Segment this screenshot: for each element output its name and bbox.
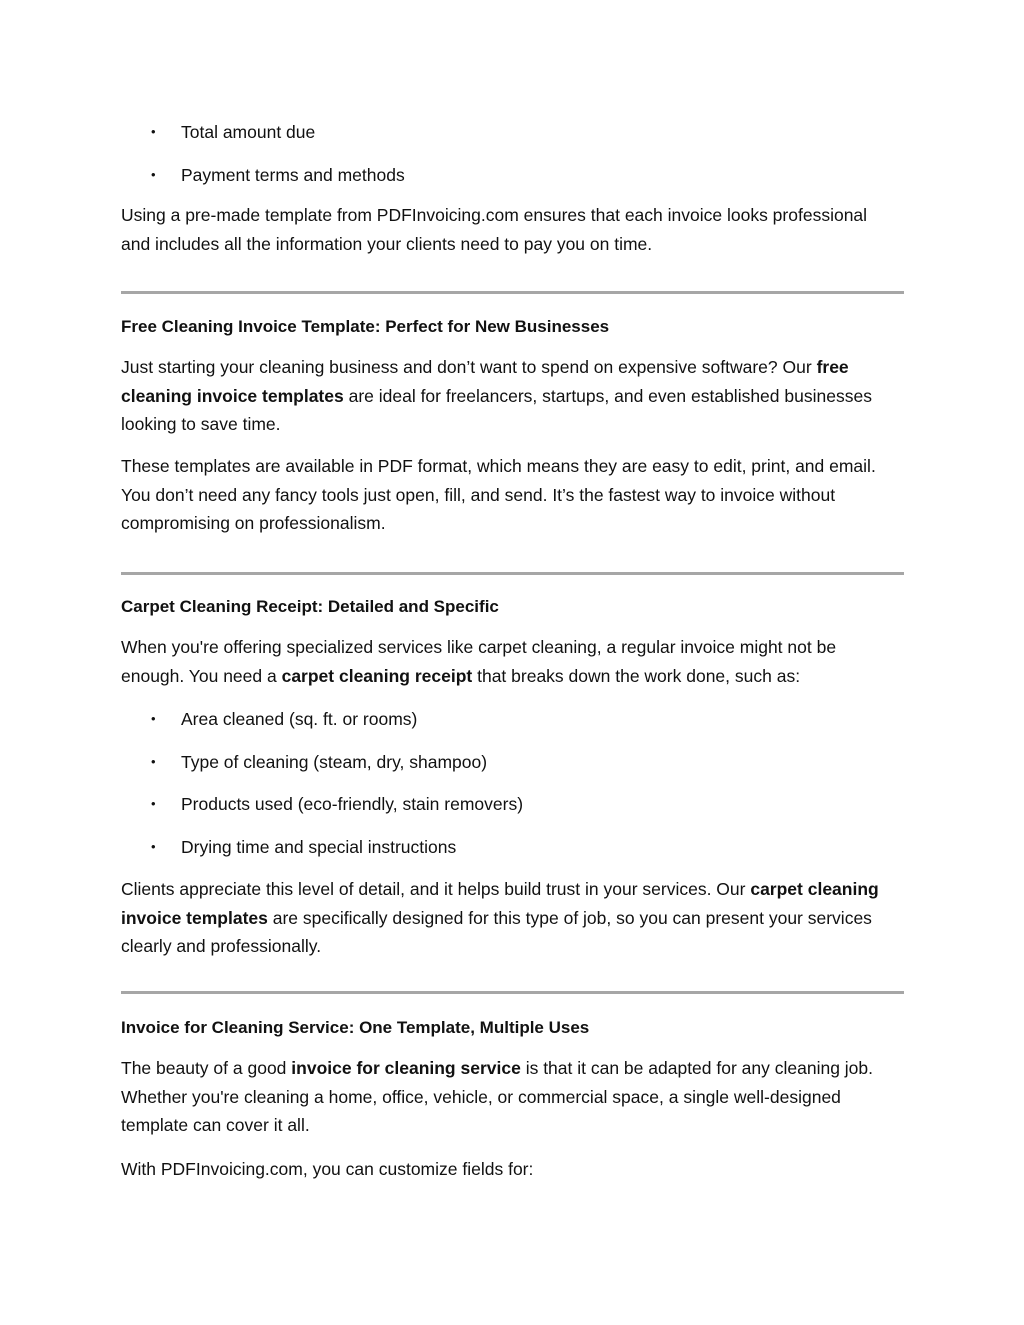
section1-paragraph-1: Just starting your cleaning business and don’t want to spend on expensive software? Our free cleaning invoice templates are ideal for freelancers, startups, and even established businesses looking to save time. [121, 357, 872, 434]
list-item: • Drying time and special instructions [121, 833, 904, 862]
section-heading: Invoice for Cleaning Service: One Template, Multiple Uses [121, 1018, 590, 1037]
divider [121, 572, 904, 575]
list-item: • Payment terms and methods [121, 161, 904, 190]
bullet-icon: • [151, 124, 156, 139]
section2-paragraph-2: Clients appreciate this level of detail, and it helps build trust in your services. Our carpet cleaning invoice templates are specifically designed for this type of job, so you can present your services clearly and professionally. [121, 879, 879, 956]
section1-paragraph-2: These templates are available in PDF format, which means they are easy to edit, print, and email. You don’t need any fancy tools just open, fill, and send. It’s the fastest way to invoice without compromising on professionalism. [121, 456, 876, 533]
list-item: • Type of cleaning (steam, dry, shampoo) [121, 748, 904, 777]
intro-list [121, 118, 904, 189]
section-heading: Carpet Cleaning Receipt: Detailed and Specific [121, 597, 499, 616]
bullet-icon: • [151, 166, 156, 182]
bullet-icon: • [151, 753, 156, 769]
section2-paragraph-1: When you're offering specialized services like carpet cleaning, a regular invoice might not be enough. You need a carpet cleaning receipt that breaks down the work done, such as: [121, 637, 837, 686]
bullet-icon: • [151, 838, 156, 854]
list-item: • Total amount due [121, 118, 904, 147]
section2-list [121, 705, 904, 861]
section-heading: Free Cleaning Invoice Template: Perfect for New Businesses [121, 317, 610, 336]
section3-paragraph-1: The beauty of a good invoice for cleaning service is that it can be adapted for any cleaning job. Whether you're cleaning a home, office, vehicle, or commercial space, a single well-designed template can cover it all. [121, 1058, 874, 1135]
intro-paragraph: Using a pre-made template from PDFInvoicing.com ensures that each invoice looks professional and includes all the information your clients need to pay you on time. [121, 205, 868, 254]
bullet-icon: • [151, 796, 156, 811]
divider [121, 991, 904, 994]
bullet-icon: • [151, 711, 156, 726]
list-item: • Products used (eco-friendly, stain removers) [121, 790, 904, 819]
divider [121, 291, 904, 294]
section3-paragraph-2: With PDFInvoicing.com, you can customize fields for: [121, 1159, 534, 1179]
list-item: • Area cleaned (sq. ft. or rooms) [121, 705, 904, 734]
